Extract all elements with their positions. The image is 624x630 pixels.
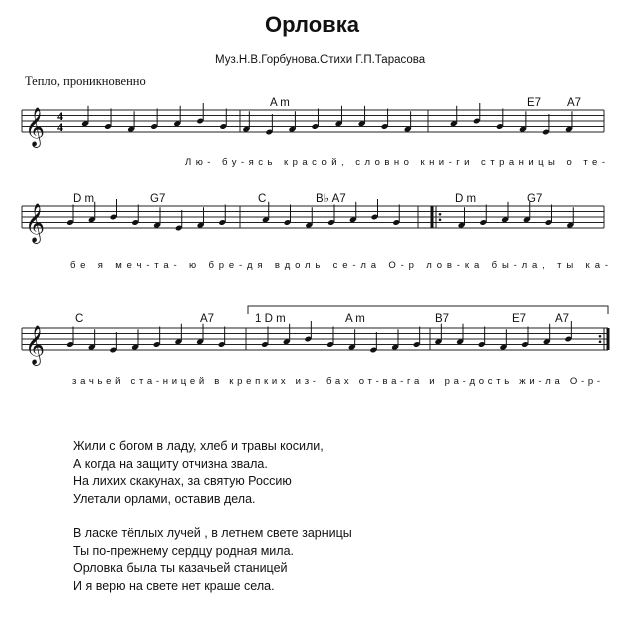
lyrics-line: зачьей ста-ницей в крепких из- бах от-ва-га и ра-дость жи-ла О-р- [72, 376, 600, 387]
repeat-dot [599, 340, 602, 343]
treble-clef-icon: 𝄞 [25, 107, 46, 147]
song-title: Орловка [265, 12, 359, 37]
time-signature: 4 [57, 109, 63, 123]
chord-symbol: G7 [150, 193, 166, 205]
chord-symbol: A m [270, 97, 290, 109]
repeat-dot [439, 213, 442, 216]
chord-symbol: A7 [200, 313, 215, 325]
chord-symbol: C [75, 313, 84, 325]
verse-line: Улетали орлами, оставив дела. [73, 491, 256, 506]
verse-line: В ласке тёплых лучей , в летнем свете зарницы [73, 526, 352, 540]
chord-symbol: E7 [527, 97, 542, 109]
chord-symbol: A7 [567, 97, 582, 109]
verse-line: И я верю на свете нет краше села. [73, 578, 275, 593]
chord-symbol: A7 [555, 313, 570, 325]
chord-symbol: E7 [512, 313, 527, 325]
chord-symbol: A m [345, 313, 365, 325]
verse-line: Орловка была ты казачьей станицей [73, 561, 288, 575]
lyrics-line: Лю- бу-ясь красой, словно кни-ги страницы о те- [185, 157, 605, 168]
chord-symbol: B♭ A7 [316, 193, 346, 205]
chord-symbol: D m [455, 193, 477, 205]
repeat-dot [599, 335, 602, 338]
verse-line: А когда на защиту отчизна звала. [73, 456, 268, 471]
treble-clef-icon: 𝄞 [25, 203, 46, 243]
verse-2 [73, 525, 352, 595]
tempo-marking: Тепло, проникновенно [25, 74, 146, 88]
verse-1 [73, 438, 352, 508]
verse-line: Ты по-прежнему сердцу родная мила. [73, 543, 294, 558]
verses-block [73, 438, 352, 612]
verse-line: Жили с богом в ладу, хлеб и травы косили, [73, 439, 324, 453]
treble-clef-icon: 𝄞 [25, 325, 46, 365]
volta-bracket [248, 306, 608, 314]
verse-line: На лихих скакунах, за святую Россию [73, 474, 292, 488]
chord-symbol: D m [73, 193, 95, 205]
lyrics-line: бе я меч-та- ю бре-дя вдоль се-ла О-р лов-ка бы-ла, ты ка- [70, 260, 608, 271]
chord-symbol: C [258, 193, 267, 205]
time-signature: 4 [57, 120, 63, 134]
chord-symbol: 1 D m [255, 313, 286, 325]
chord-symbol: G7 [527, 193, 543, 205]
chord-symbol: B7 [435, 313, 450, 325]
song-credits: Муз.Н.В.Горбунова.Стихи Г.П.Тарасова [215, 54, 426, 66]
repeat-dot [439, 218, 442, 221]
